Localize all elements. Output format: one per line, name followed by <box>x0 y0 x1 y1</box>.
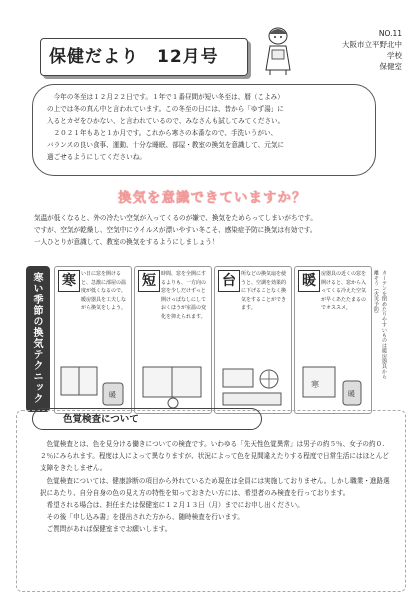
card-text: 所などの換気扇を使うと、空調を効果的に下げることなく換気をすることができます。 <box>241 271 287 312</box>
technique-side-label <box>26 266 50 412</box>
color-test-paragraph: 色覚検査とは、色を見分ける働きについての検査です。いわゆる「先天性色覚異常」は男子の約５％、女子の約０.２％にみられます。程度は人によって異なりますが、状況によって色を見間違えたりする程度で日常生活にはほとんど支障をきたしません。 <box>40 440 389 473</box>
fire-prevention-note: カーテンを閉めたりやすいものは暖房器具から離そう（火災予防） <box>373 270 387 380</box>
cold-label: 寒 <box>311 380 319 389</box>
card-text: 房器具の近くの窓を開けると、窓から入ってくる冷えた空気が早くあたたまるのでオススメ。 <box>321 271 367 312</box>
card-kanji: 短 <box>138 270 160 292</box>
issue-info <box>342 28 402 72</box>
color-test-paragraph: その後「申し込み書」を提出された方から、随時検査を行います。 <box>46 513 244 522</box>
ventilation-heading: 換気を意識できていますか？ <box>118 190 307 206</box>
intro-line: の上では冬の真ん中と言われています。この冬至の日には、昔から「ゆず湯」に <box>47 105 284 113</box>
heater-window-illustration <box>59 365 127 409</box>
intro-line: 過ごせるようにしてくださいね。 <box>47 153 146 161</box>
intro-line: ２０２１年もあと１か月です。これから寒さの本番なので、手洗いうがい、 <box>47 129 278 137</box>
technique-card <box>134 266 212 414</box>
card-kanji: 台 <box>218 270 240 292</box>
warm-label: 暖 <box>109 391 116 399</box>
intro-line: 入るとカゼをひかない、と言われているので、みなさんも試してみてください。 <box>47 117 285 125</box>
nurse-illustration <box>258 24 298 76</box>
intro-box <box>32 84 376 176</box>
window-heater-illustration <box>299 365 367 409</box>
intro-line: 今年の冬至は１２月２２日です。１年で１番昼間が短い冬至は、暦（こよみ） <box>53 93 284 101</box>
color-test-title: 色覚検査について <box>32 408 262 430</box>
page-title: 保健だより 12月号 <box>40 38 248 76</box>
color-test-paragraph: 色覚検査については、健康診断の項目から外れているため現在は全員には実施しておりません。しかし職業・進路選択にあたり、自分自身の色の見え方の特性を知っておきたい方には、希望者のみ検査を行っております。 <box>40 476 390 497</box>
card-text: い日に窓を開けると、急激に部屋の温度が低くなるので、暖房器具を工夫しながら換気をしよう。 <box>81 271 127 312</box>
technique-title: 寒い季節の換気テクニック <box>31 272 42 404</box>
ventilation-text <box>34 212 394 248</box>
card-text: 時間、窓を全開にするよりも、一方向の窓を少しだけずっと開けっぱなしにしておくほうが室温の変化を抑えられます。 <box>161 271 207 320</box>
ventilation-line: 一人ひとりが意識して、教室の換気をするようにしましょう！ <box>34 238 219 246</box>
color-test-body <box>40 438 390 536</box>
office-name: 保健室 <box>379 62 402 71</box>
technique-card <box>294 266 372 414</box>
school-name: 大阪市立平野北中学校 <box>342 40 402 60</box>
technique-card <box>54 266 132 414</box>
ventilation-line: 気温が低くなると、外の冷たい空気が入ってくるのが嫌で、換気をためらってしまいがちです。 <box>34 214 317 222</box>
card-kanji: 暖 <box>298 270 320 292</box>
ventilation-line: ですが、空気が乾燥し、空気中にウイルスが漂いやすい冬こそ、感染症予防に換気は有効です。 <box>34 226 317 234</box>
kitchen-fan-illustration <box>219 365 287 409</box>
intro-line: バランスの良い食事、運動、十分な睡眠、部屋・教室の換気を意識して、元気に <box>47 141 285 149</box>
color-test-paragraph: 希望される場合は、担任または保健室に１２月１３日（月）までにお申し出ください。 <box>46 501 304 510</box>
warm-label: 暖 <box>348 390 355 398</box>
issue-number: NO.11 <box>378 29 402 38</box>
color-test-paragraph: ご質問があれば保健室までお願いします。 <box>46 525 172 534</box>
technique-card <box>214 266 292 414</box>
window-open-illustration <box>139 365 207 409</box>
card-kanji: 寒 <box>58 270 80 292</box>
